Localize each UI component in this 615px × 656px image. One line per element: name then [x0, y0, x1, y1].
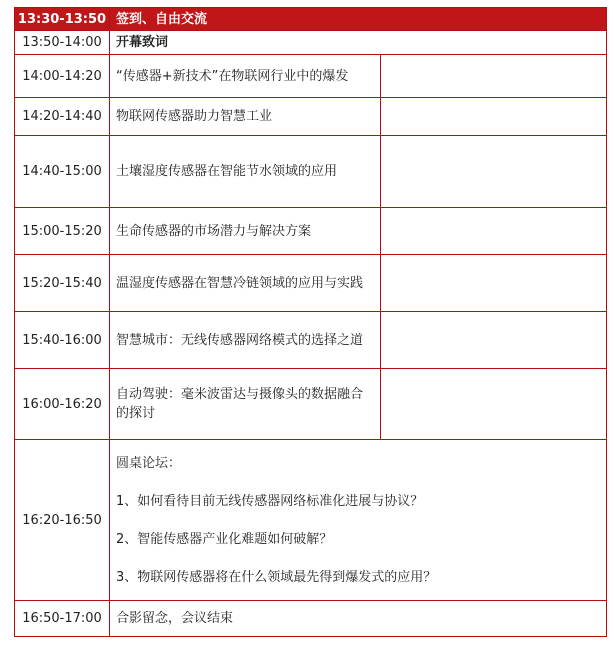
session-time: 16:50-17:00 — [15, 601, 110, 637]
roundtable-question: 1、如何看待目前无线传感器网络标准化进展与协议？ — [116, 493, 424, 509]
session-title: 开幕致词 — [110, 31, 607, 55]
session-title: 合影留念，会议结束 — [110, 601, 607, 637]
roundtable-question: 3、物联网传感器将在什么领域最先得到爆发式的应用？ — [116, 569, 437, 585]
agenda-row — [15, 208, 607, 255]
session-title: 温湿度传感器在智慧冷链领域的应用与实践 — [110, 255, 381, 312]
header-time: 13:30-13:50 — [15, 8, 110, 31]
session-title: 智慧城市：无线传感器网络模式的选择之道 — [110, 312, 381, 369]
session-title: 物联网传感器助力智慧工业 — [110, 98, 381, 136]
session-title: 生命传感器的市场潜力与解决方案 — [110, 208, 381, 255]
session-speaker-cell — [381, 369, 607, 440]
header-title: 签到、自由交流 — [110, 8, 607, 31]
session-time: 16:20-16:50 — [15, 440, 110, 601]
session-speaker-cell — [381, 255, 607, 312]
session-speaker-cell — [381, 98, 607, 136]
session-title: 土壤湿度传感器在智能节水领域的应用 — [110, 136, 381, 208]
agenda-table — [14, 7, 607, 637]
session-time: 15:00-15:20 — [15, 208, 110, 255]
session-time: 15:20-15:40 — [15, 255, 110, 312]
agenda-row — [15, 255, 607, 312]
session-speaker-cell — [381, 208, 607, 255]
agenda-row — [15, 136, 607, 208]
roundtable-row — [15, 440, 607, 601]
session-title: 自动驾驶：毫米波雷达与摄像头的数据融合的探讨 — [110, 369, 381, 440]
agenda-row — [15, 98, 607, 136]
roundtable-question: 2、智能传感器产业化难题如何破解？ — [116, 531, 333, 547]
session-speaker-cell — [381, 136, 607, 208]
session-speaker-cell — [381, 55, 607, 98]
roundtable-heading: 圆桌论坛： — [116, 455, 182, 471]
session-title: “传感器+新技术”在物联网行业中的爆发 — [110, 55, 381, 98]
session-time: 14:20-14:40 — [15, 98, 110, 136]
agenda-row — [15, 55, 607, 98]
agenda-row — [15, 312, 607, 369]
session-time: 16:00-16:20 — [15, 369, 110, 440]
agenda-row — [15, 31, 607, 55]
roundtable-cell — [110, 440, 607, 601]
agenda-row — [15, 601, 607, 637]
session-speaker-cell — [381, 312, 607, 369]
session-time: 14:40-15:00 — [15, 136, 110, 208]
session-time: 14:00-14:20 — [15, 55, 110, 98]
session-time: 15:40-16:00 — [15, 312, 110, 369]
agenda-row — [15, 369, 607, 440]
agenda-header-row — [15, 8, 607, 31]
session-time: 13:50-14:00 — [15, 31, 110, 55]
